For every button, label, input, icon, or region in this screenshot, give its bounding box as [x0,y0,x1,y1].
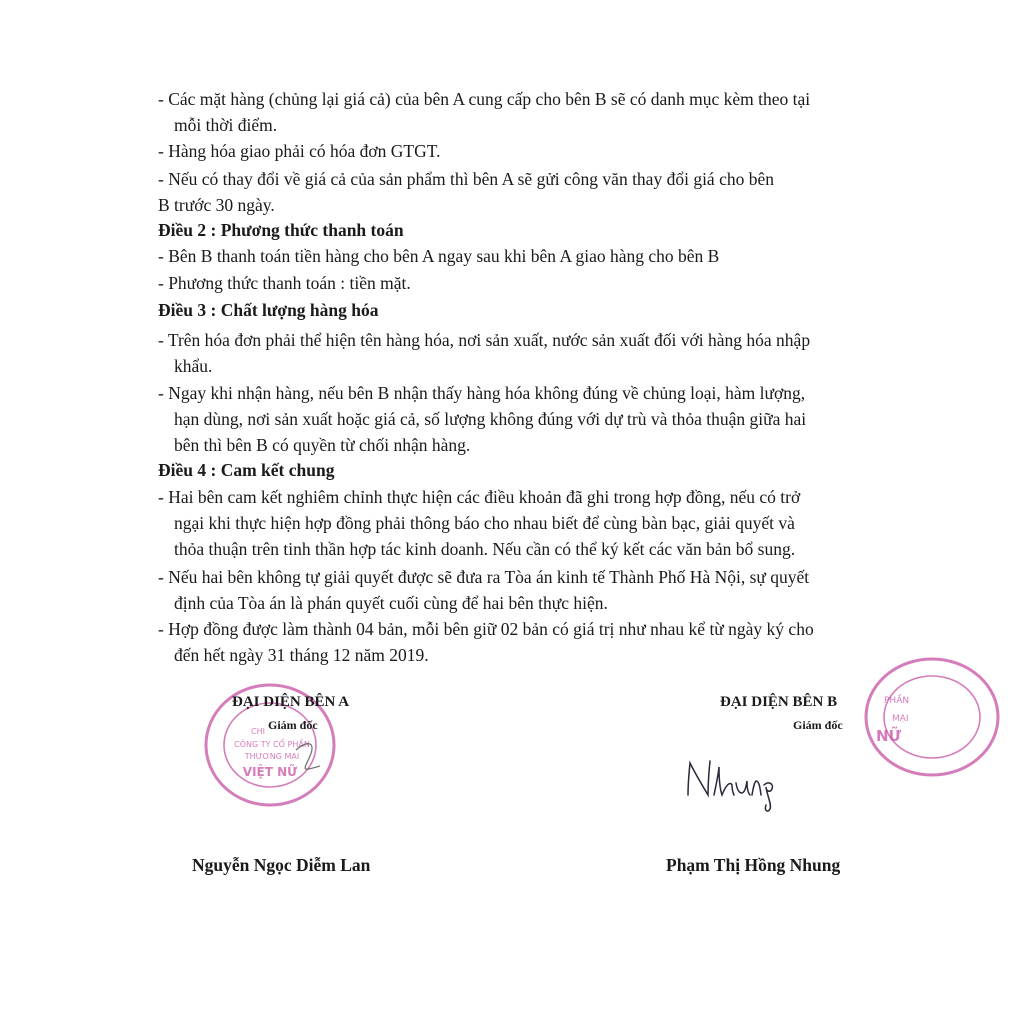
signature-a-name: Nguyễn Ngọc Diễm Lan [192,855,371,875]
clause-line: - Các mặt hàng (chủng lại giá cả) của bên A cung cấp cho bên B sẽ có danh mục kèm theo tại [158,89,811,109]
signature-b-name: Phạm Thị Hồng Nhung [666,855,841,875]
svg-text:CÔNG TY CỔ PHẦN: CÔNG TY CỔ PHẦN [234,740,310,749]
svg-text:PHẦN: PHẦN [884,696,910,706]
clause-line: khẩu. [174,356,213,376]
clause-line: - Hai bên cam kết nghiêm chỉnh thực hiện các điều khoản đã ghi trong hợp đồng, nếu có trở [158,487,801,507]
company-stamp-b [862,655,952,780]
clause-line: đến hết ngày 31 tháng 12 năm 2019. [174,645,429,665]
section-heading-dieu-4: Điều 4 : Cam kết chung [158,460,335,480]
clause-line: hạn dùng, nơi sản xuất hoặc giá cả, số lượng không đúng với dự trù và thỏa thuận giữa hai [174,409,807,429]
handwritten-signature [682,755,782,815]
clause-line: B trước 30 ngày. [158,195,275,215]
svg-text:VIỆT NỮ: VIỆT NỮ [242,765,298,779]
clause-line: mỗi thời điểm. [174,115,278,135]
signature-b-title: ĐẠI DIỆN BÊN B [720,694,838,710]
clause-line: - Trên hóa đơn phải thể hiện tên hàng hóa, nơi sản xuất, nước sản xuất đối với hàng hóa nhập [158,330,811,350]
signature-a-role: Giám đốc [268,718,318,732]
clause-line: - Phương thức thanh toán : tiền mặt. [158,273,411,293]
signature-a-title: ĐẠI DIỆN BÊN A [232,694,350,710]
section-heading-dieu-3: Điều 3 : Chất lượng hàng hóa [158,300,379,320]
clause-line: - Bên B thanh toán tiền hàng cho bên A ngay sau khi bên A giao hàng cho bên B [158,246,720,266]
svg-text:THƯƠNG MẠI: THƯƠNG MẠI [244,752,300,761]
clause-line: bên thì bên B có quyền từ chối nhận hàng. [174,435,471,455]
signature-b-role: Giám đốc [793,718,843,732]
section-heading-dieu-2: Điều 2 : Phương thức thanh toán [158,220,404,240]
clause-line: - Ngay khi nhận hàng, nếu bên B nhận thấy hàng hóa không đúng về chủng loại, hàm lượng, [158,383,806,403]
clause-line: - Hợp đồng được làm thành 04 bản, mỗi bên giữ 02 bản có giá trị như nhau kể từ ngày ký cho [158,619,814,639]
clause-line: - Nếu hai bên không tự giải quyết được sẽ đưa ra Tòa án kinh tế Thành Phố Hà Nội, sự quyết [158,567,810,587]
clause-line: - Nếu có thay đổi về giá cả của sản phẩm thì bên A sẽ gửi công văn thay đổi giá cho bên [158,169,774,189]
clause-line: thỏa thuận trên tinh thần hợp tác kinh doanh. Nếu cần có thể ký kết các văn bản bổ sung. [174,539,796,559]
svg-text:CHI: CHI [251,727,265,736]
clause-line: ngại khi thực hiện hợp đồng phải thông báo cho nhau biết để cùng bàn bạc, giải quyết và [174,513,795,533]
clause-line: - Hàng hóa giao phải có hóa đơn GTGT. [158,141,441,161]
svg-text:MẠI: MẠI [892,714,909,724]
clause-line: định của Tòa án là phán quyết cuối cùng để hai bên thực hiện. [174,593,608,613]
svg-text:NỮ: NỮ [876,727,902,745]
